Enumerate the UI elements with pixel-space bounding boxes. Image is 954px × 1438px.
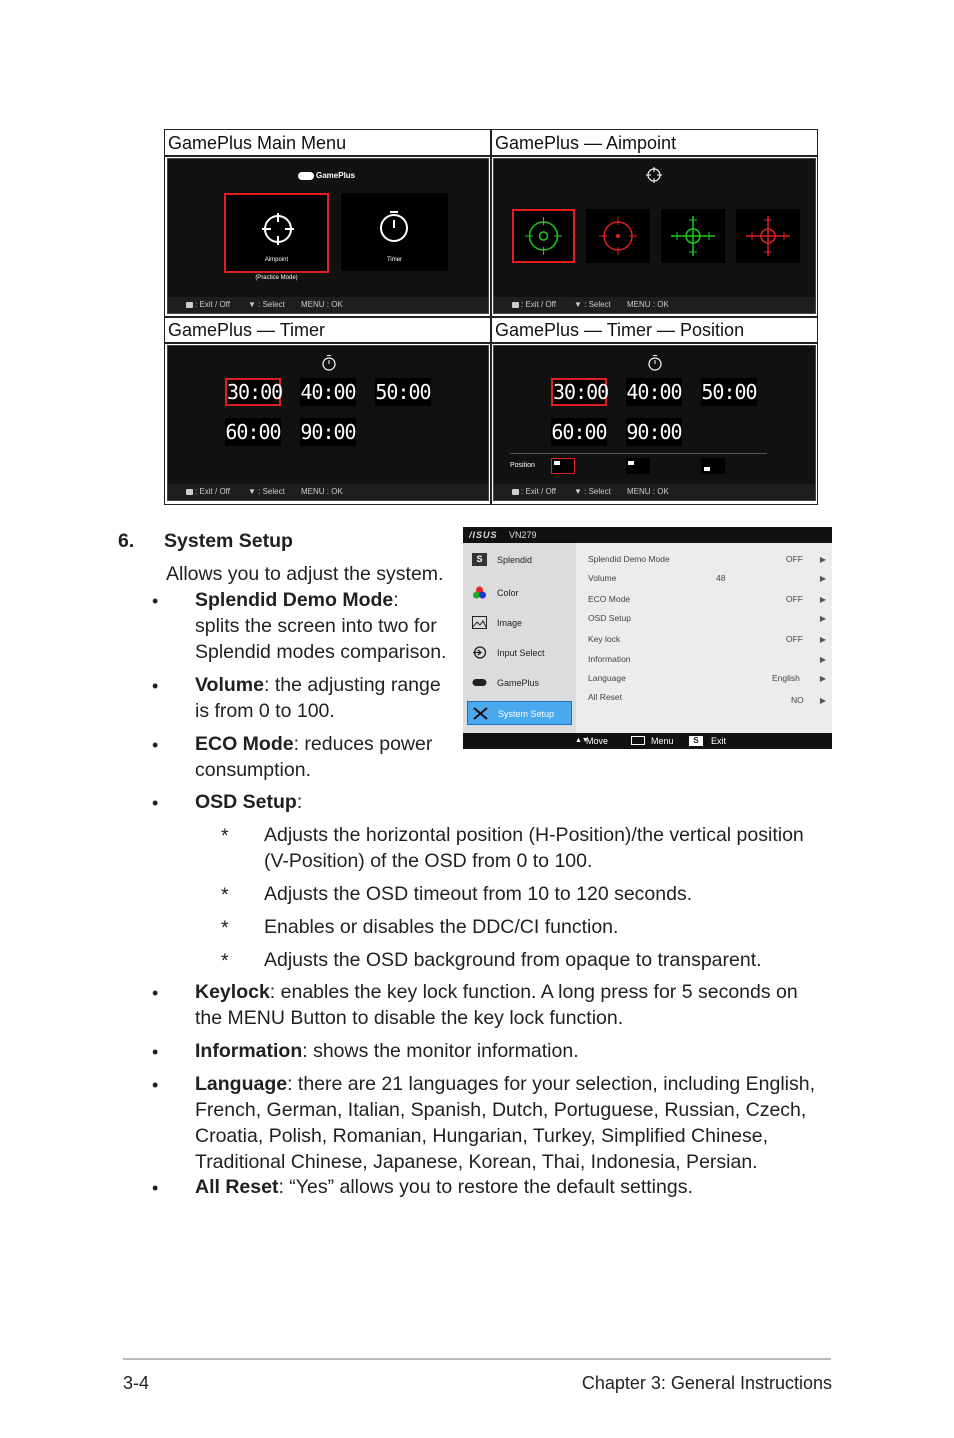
arrow-right-icon: ▶ xyxy=(819,574,826,583)
up-down-arrow-icon: ▲▼ xyxy=(575,737,589,744)
down-arrow-icon: ▼ xyxy=(248,487,259,496)
exit-icon xyxy=(512,489,519,495)
osd-row-language[interactable]: Language English xyxy=(588,673,800,683)
timer-option[interactable]: 40:00 xyxy=(626,380,682,404)
timer-option[interactable]: 30:00 xyxy=(227,380,283,404)
red-scope-crosshair-icon xyxy=(736,209,800,263)
color-icon xyxy=(472,586,487,599)
screen-footer: : Exit / Off ▼ : Select MENU : OK xyxy=(168,297,488,313)
arrow-right-icon: ▶ xyxy=(819,674,826,683)
osd-submenu xyxy=(576,543,832,733)
bullet: • xyxy=(152,735,159,755)
exit-s-icon: S xyxy=(689,736,703,746)
gameplus-timer-screen xyxy=(167,345,489,501)
osd-row-volume[interactable]: Volume 48 xyxy=(588,573,726,583)
table-header: GamePlus — Timer — Position xyxy=(495,320,745,340)
body-text: splits the screen into two for xyxy=(195,615,437,637)
timer-option[interactable]: 90:00 xyxy=(626,420,682,444)
screen-footer: : Exit / Off ▼ : Select MENU : OK xyxy=(494,297,815,313)
asus-logo: /ISUS xyxy=(469,530,498,540)
input-select-icon xyxy=(472,646,487,659)
stopwatch-icon xyxy=(321,354,337,371)
arrow-right-icon: ▶ xyxy=(819,614,826,623)
asterisk: * xyxy=(221,950,229,972)
eco-mode-text: ECO Mode: reduces power xyxy=(195,733,433,755)
timer-option[interactable]: 40:00 xyxy=(300,380,356,404)
image-icon xyxy=(472,616,487,629)
asterisk: * xyxy=(221,917,229,939)
gameplus-logo: GamePlus xyxy=(298,171,355,180)
aimpoint-option[interactable] xyxy=(512,209,575,263)
down-arrow-icon: ▼ xyxy=(574,300,585,309)
timer-option[interactable]: 90:00 xyxy=(300,420,356,444)
body-text: French, German, Italian, Spanish, Dutch, Portuguese, Russian, Czech, xyxy=(195,1099,807,1121)
all-reset-text: All Reset: “Yes” allows you to restore the default settings. xyxy=(195,1176,693,1198)
body-text: Adjusts the horizontal position (H-Position)/the vertical position xyxy=(264,824,804,846)
body-text: consumption. xyxy=(195,759,311,781)
osd-row-osd-setup[interactable]: OSD Setup xyxy=(588,613,631,623)
osd-row-information[interactable]: Information xyxy=(588,654,631,664)
osd-menu-image[interactable]: Image xyxy=(467,611,572,635)
table-divider xyxy=(165,155,817,157)
exit-icon xyxy=(186,489,193,495)
splendid-icon: S xyxy=(472,553,487,566)
aimpoint-option[interactable] xyxy=(586,209,650,263)
timer-option[interactable]: 50:00 xyxy=(375,380,431,404)
position-option-top-right[interactable] xyxy=(701,458,725,474)
timer-option[interactable]: 60:00 xyxy=(551,420,607,444)
body-text: Croatia, Polish, Romanian, Hungarian, Turkey, Simplified Chinese, xyxy=(195,1125,768,1147)
position-option-top-center[interactable] xyxy=(626,458,650,474)
screen-footer: : Exit / Off ▼ : Select MENU : OK xyxy=(494,484,815,500)
section-title: System Setup xyxy=(164,530,293,552)
bullet: • xyxy=(152,1178,159,1198)
model-name: VN279 xyxy=(509,530,537,540)
aimpoint-option[interactable] xyxy=(661,209,725,263)
screen-footer: : Exit / Off ▼ : Select MENU : OK xyxy=(168,484,488,500)
menu-enter-icon xyxy=(631,736,645,745)
section-number: 6. xyxy=(118,530,135,552)
osd-row-key-lock[interactable]: Key lock OFF xyxy=(588,634,803,644)
tile-label: Aimpoint xyxy=(264,257,289,263)
osd-row-eco-mode[interactable]: ECO Mode OFF xyxy=(588,594,803,604)
arrow-right-icon: ▶ xyxy=(819,635,826,644)
osd-menu-gameplus[interactable]: GamePlus xyxy=(467,671,572,695)
arrow-right-icon: ▶ xyxy=(819,555,826,564)
chapter-title: Chapter 3: General Instructions xyxy=(581,1373,832,1393)
down-arrow-icon: ▼ xyxy=(574,487,585,496)
arrow-right-icon: ▶ xyxy=(819,595,826,604)
tile-label: Timer xyxy=(386,257,403,263)
red-circle-crosshair-icon xyxy=(586,209,650,263)
aimpoint-option[interactable] xyxy=(736,209,800,263)
osd-menu-system-setup[interactable]: System Setup xyxy=(467,701,572,725)
osd-menu-input-select[interactable]: Input Select xyxy=(467,641,572,665)
osd-row-all-reset[interactable]: All Reset NO xyxy=(588,692,804,705)
green-scope-crosshair-icon xyxy=(661,209,725,263)
bullet: • xyxy=(152,793,159,813)
bullet: • xyxy=(152,676,159,696)
position-label: Position xyxy=(510,462,535,469)
practice-mode-label: (Practice Mode) xyxy=(255,275,298,281)
volume-text: Volume: the adjusting range xyxy=(195,674,441,696)
information-text: Information: shows the monitor information. xyxy=(195,1040,579,1062)
stopwatch-icon xyxy=(647,354,663,371)
splendid-demo-text: Splendid Demo Mode: xyxy=(195,589,399,611)
gameplus-icon xyxy=(472,676,487,689)
body-text: Adjusts the OSD background from opaque to transparent. xyxy=(264,949,762,971)
footer-rule xyxy=(123,1358,831,1360)
osd-title-bar xyxy=(463,527,832,543)
bullet: • xyxy=(152,591,159,611)
crosshair-icon xyxy=(262,213,294,245)
osd-footer: ▲▼ Move Menu S Exit xyxy=(463,733,832,749)
body-text: Adjusts the OSD timeout from 10 to 120 seconds. xyxy=(264,883,693,905)
keylock-text: Keylock: enables the key lock function. A long press for 5 seconds on xyxy=(195,981,798,1003)
body-text: Enables or disables the DDC/CI function. xyxy=(264,916,619,938)
language-text: Language: there are 21 languages for your selection, including English, xyxy=(195,1073,816,1095)
exit-icon xyxy=(186,302,193,308)
table-header: GamePlus — Timer xyxy=(168,320,326,340)
osd-main-menu xyxy=(463,543,576,733)
bullet: • xyxy=(152,983,159,1003)
body-text: Splendid modes comparison. xyxy=(195,641,447,663)
gamepad-icon xyxy=(298,172,314,180)
osd-menu-color[interactable]: Color xyxy=(467,581,572,605)
position-option-top-left[interactable] xyxy=(551,458,575,474)
asterisk: * xyxy=(221,825,229,847)
body-text: Traditional Chinese, Japanese, Korean, Thai, Indonesia, Persian. xyxy=(195,1151,758,1173)
osd-row-splendid-demo-mode[interactable]: Splendid Demo Mode OFF xyxy=(588,554,803,564)
page-number: 3-4 xyxy=(123,1373,150,1393)
table-header: GamePlus Main Menu xyxy=(168,133,347,153)
osd-menu-splendid[interactable]: S Splendid xyxy=(467,548,572,572)
gameplus-main-screen xyxy=(167,158,489,314)
gameplus-timer-position-screen xyxy=(493,345,816,501)
timer-tile[interactable] xyxy=(341,193,448,271)
body-text: the MENU Button to disable the key lock function. xyxy=(195,1007,624,1029)
osd-setup-text: OSD Setup: xyxy=(195,791,303,813)
gameplus-aimpoint-screen xyxy=(493,158,816,314)
table-divider xyxy=(165,342,817,344)
down-arrow-icon: ▼ xyxy=(248,300,259,309)
asterisk: * xyxy=(221,884,229,906)
osd-system-setup-screenshot xyxy=(463,527,832,749)
crosshair-icon xyxy=(646,167,662,183)
aimpoint-tile[interactable] xyxy=(224,193,329,273)
intro-text: Allows you to adjust the system. xyxy=(166,563,444,585)
divider xyxy=(510,453,767,454)
body-text: is from 0 to 100. xyxy=(195,700,335,722)
exit-icon xyxy=(512,302,519,308)
green-circle-crosshair-icon xyxy=(514,211,573,261)
timer-option[interactable]: 30:00 xyxy=(553,380,609,404)
timer-option[interactable]: 60:00 xyxy=(225,420,281,444)
bullet: • xyxy=(152,1075,159,1095)
table-header: GamePlus — Aimpoint xyxy=(495,133,677,153)
body-text: (V-Position) of the OSD from 0 to 100. xyxy=(264,850,593,872)
gameplus-table xyxy=(164,129,818,505)
timer-option[interactable]: 50:00 xyxy=(701,380,757,404)
bullet: • xyxy=(152,1042,159,1062)
system-setup-icon xyxy=(473,707,488,720)
stopwatch-icon xyxy=(378,209,410,243)
arrow-right-icon: ▶ xyxy=(819,655,826,664)
arrow-right-icon: ▶ xyxy=(819,696,826,705)
